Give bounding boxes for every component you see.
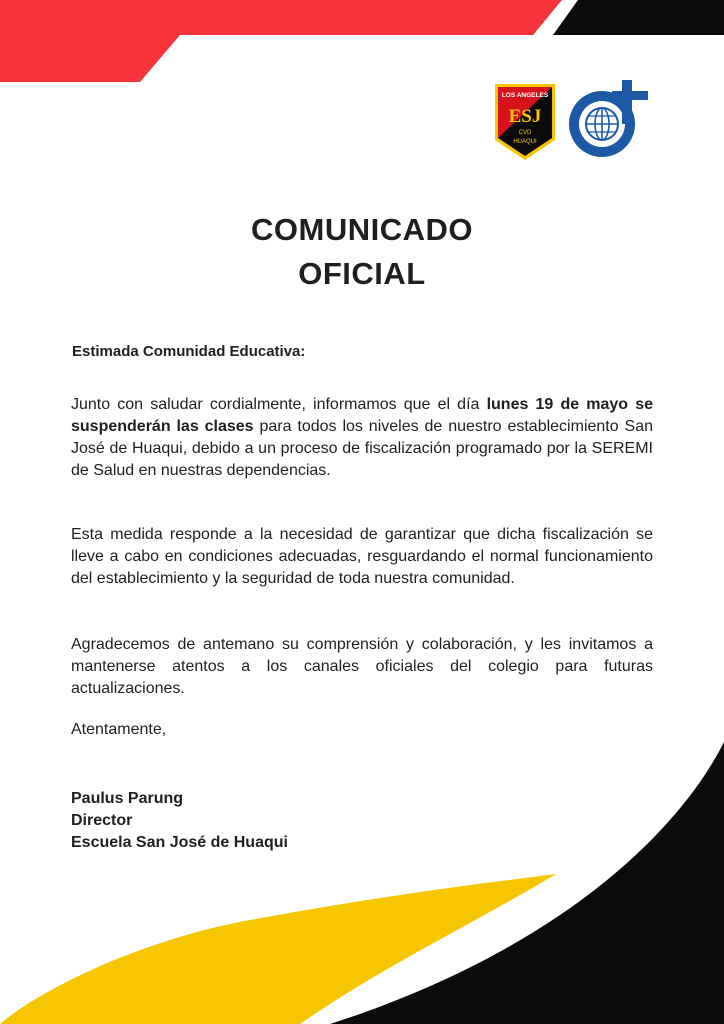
paragraph-1 xyxy=(71,394,653,482)
document-title xyxy=(0,208,724,296)
esj-shield-logo xyxy=(493,82,557,162)
paragraph-2: Esta medida responde a la necesidad de garantizar que dicha fiscalización se lleve a cabo en condiciones adecuadas, resguardando el normal funcionamiento del establecimiento y la seguridad de toda nuestra comunidad. xyxy=(71,526,653,587)
signature-block xyxy=(71,788,288,854)
paragraph-1-start: Junto con saludar cordialmente, informamos que el día xyxy=(71,396,487,413)
globe-cross-logo xyxy=(566,78,654,162)
top-red-band xyxy=(0,0,562,82)
signature-role: Director xyxy=(71,812,133,829)
esj-logo-top-text: LOS ANGELES xyxy=(501,92,549,99)
paragraph-1-highlight: lunes 19 de mayo se suspenderán las clases xyxy=(71,396,653,435)
esj-logo-sub-text: CVD xyxy=(518,130,532,136)
paragraph-3: Agradecemos de antemano su comprensión y colaboración, y les invitamos a mantenerse atentos a los canales oficiales del colegio para futuras actualizaciones. xyxy=(71,636,653,697)
signature-school: Escuela San José de Huaqui xyxy=(71,834,288,851)
esj-logo-bottom-text: HUAQUI xyxy=(513,139,537,145)
top-black-stripe xyxy=(553,0,724,35)
signature-name: Paulus Parung xyxy=(71,790,184,807)
title-line-2: OFICIAL xyxy=(298,256,426,291)
esj-logo-main-text: ESJ xyxy=(508,106,542,127)
closing: Atentamente, xyxy=(71,721,167,738)
greeting: Estimada Comunidad Educativa: xyxy=(72,343,306,360)
title-line-1: COMUNICADO xyxy=(251,212,473,247)
paragraph-1-end: para todos los niveles de nuestro establecimiento San José de Huaqui, debido a un proceso de fiscalización programado por la SEREMI de Salud en nuestras dependencias. xyxy=(71,418,654,479)
